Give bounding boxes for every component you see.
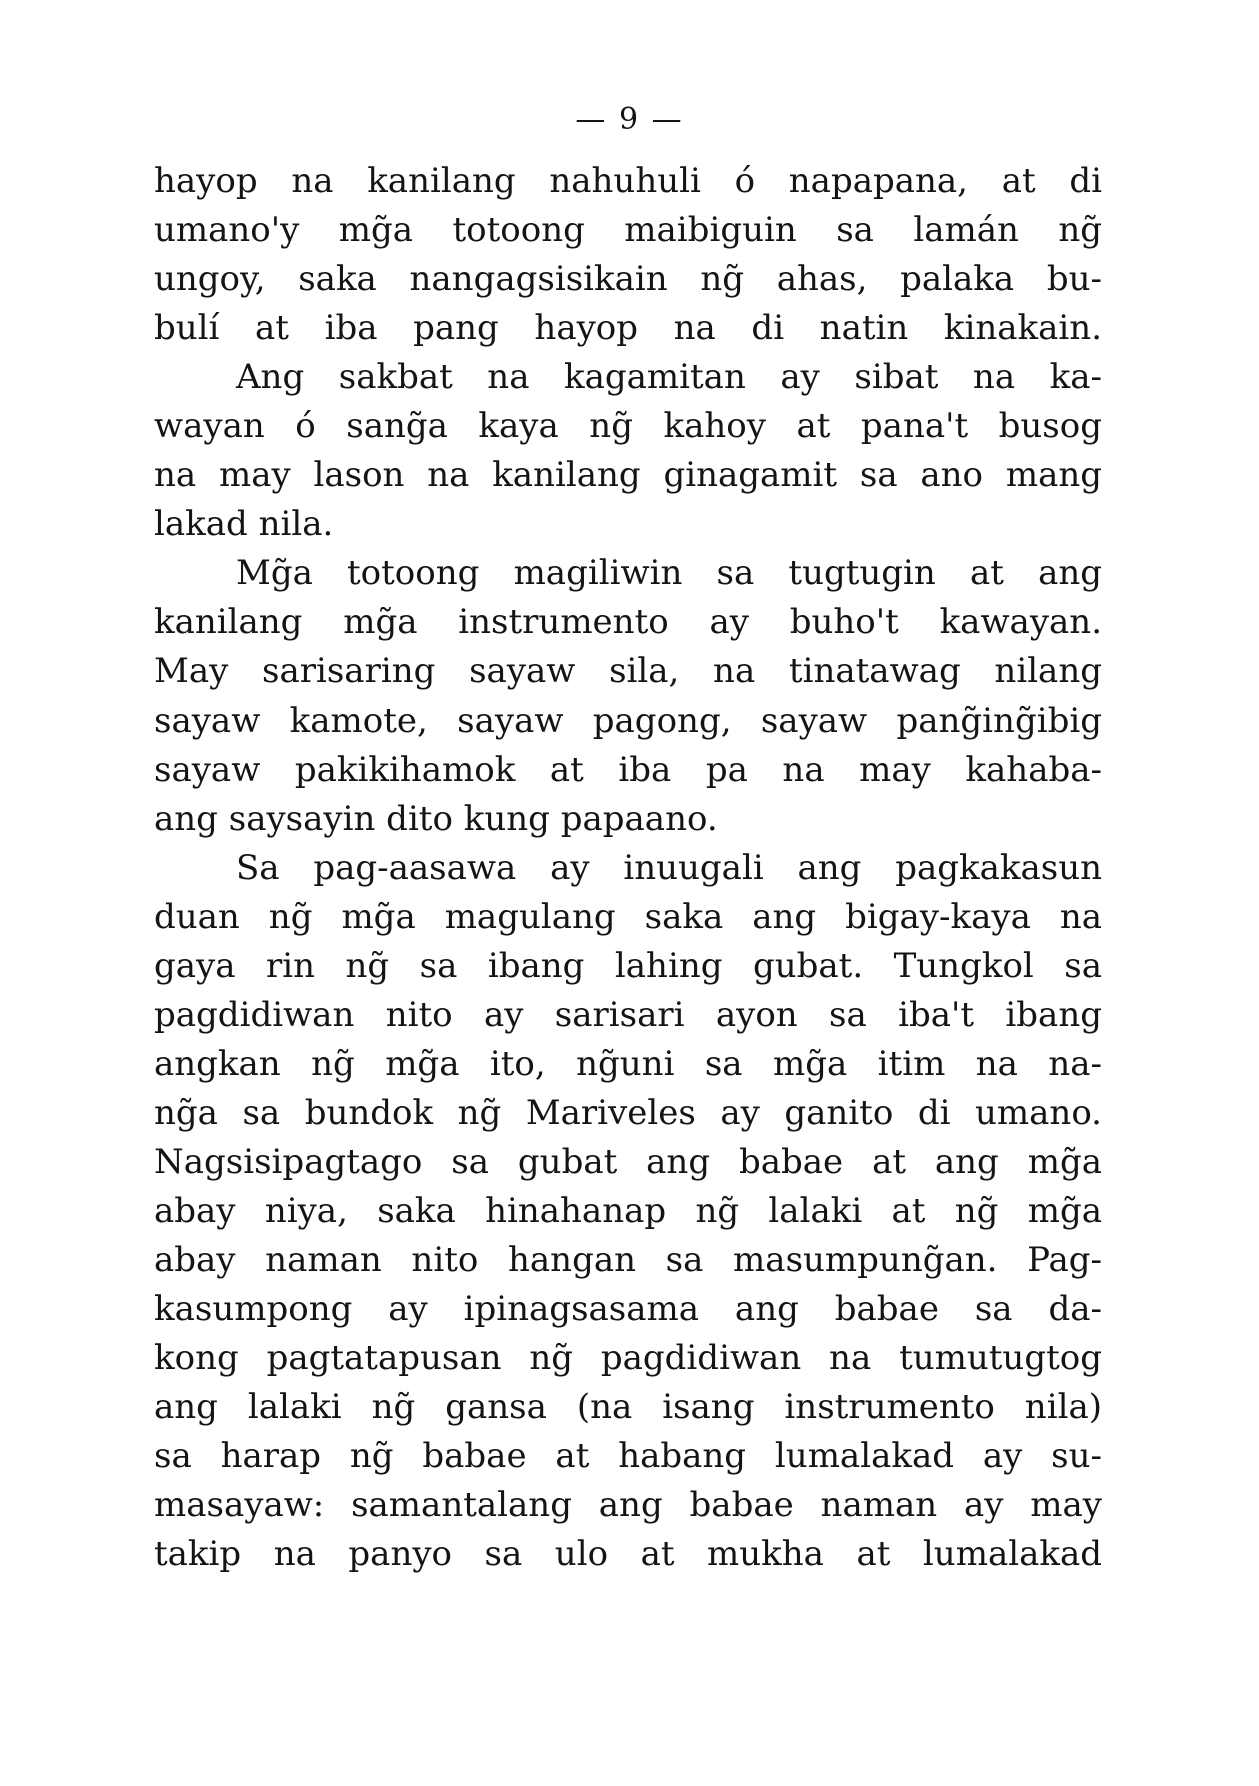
text-line: kong pagtatapusan ng̃ pagdidiwan na tumutugtog: [154, 1338, 1102, 1379]
text-line: kasumpong ay ipinagsasama ang babae sa da-: [154, 1289, 1102, 1330]
text-line: bulí at iba pang hayop na di natin kinakain.: [154, 308, 1102, 349]
text-line: Mg̃a totoong magiliwin sa tugtugin at ang: [236, 553, 1102, 594]
text-line: sayaw pakikihamok at iba pa na may kahaba-: [154, 749, 1102, 790]
text-line: abay niya, saka hinahanap ng̃ lalaki at ng̃ mg̃a: [154, 1190, 1102, 1231]
text-line: angkan ng̃ mg̃a ito, ng̃uni sa mg̃a itim na na-: [154, 1043, 1102, 1084]
text-line: Nagsisipagtago sa gubat ang babae at ang mg̃a: [154, 1141, 1102, 1182]
text-line: ungoy, saka nangagsisikain ng̃ ahas, palaka bu-: [154, 259, 1102, 300]
page-number: — 9 —: [575, 102, 684, 137]
text-line: pagdidiwan nito ay sarisari ayon sa iba't ibang: [154, 994, 1102, 1035]
text-line: duan ng̃ mg̃a magulang saka ang bigay-kaya na: [154, 896, 1102, 937]
text-line: Sa pag-aasawa ay inuugali ang pagkakasun: [236, 847, 1102, 888]
text-line: ang lalaki ng̃ gansa (na isang instrumento nila): [154, 1387, 1102, 1428]
text-line: lakad nila.: [154, 504, 334, 545]
text-line: takip na panyo sa ulo at mukha at lumalakad: [154, 1534, 1102, 1575]
text-line: abay naman nito hangan sa masumpung̃an. Pag-: [154, 1240, 1102, 1281]
text-line: umano'y mg̃a totoong maibiguin sa lamán ng̃: [154, 210, 1102, 251]
text-line: masayaw: samantalang ang babae naman ay may: [154, 1485, 1102, 1526]
text-line: May sarisaring sayaw sila, na tinatawag nilang: [154, 651, 1102, 692]
text-line: hayop na kanilang nahuhuli ó napapana, at di: [154, 161, 1102, 201]
body-text: [154, 157, 1102, 1579]
text-line: sayaw kamote, sayaw pagong, sayaw pang̃ing̃ibig: [154, 700, 1102, 741]
text-line: gaya rin ng̃ sa ibang lahing gubat. Tungkol sa: [154, 945, 1102, 986]
text-line: Ang sakbat na kagamitan ay sibat na ka-: [236, 357, 1102, 398]
text-line: wayan ó sang̃a kaya ng̃ kahoy at pana't busog: [154, 406, 1102, 447]
text-line: na may lason na kanilang ginagamit sa ano mang: [154, 455, 1102, 496]
text-line: ng̃a sa bundok ng̃ Mariveles ay ganito di umano.: [154, 1092, 1102, 1133]
text-line: sa harap ng̃ babae at habang lumalakad ay su-: [154, 1436, 1102, 1477]
text-line: ang saysayin dito kung papaano.: [154, 798, 718, 839]
text-line: kanilang mg̃a instrumento ay buho't kawayan.: [154, 602, 1102, 643]
